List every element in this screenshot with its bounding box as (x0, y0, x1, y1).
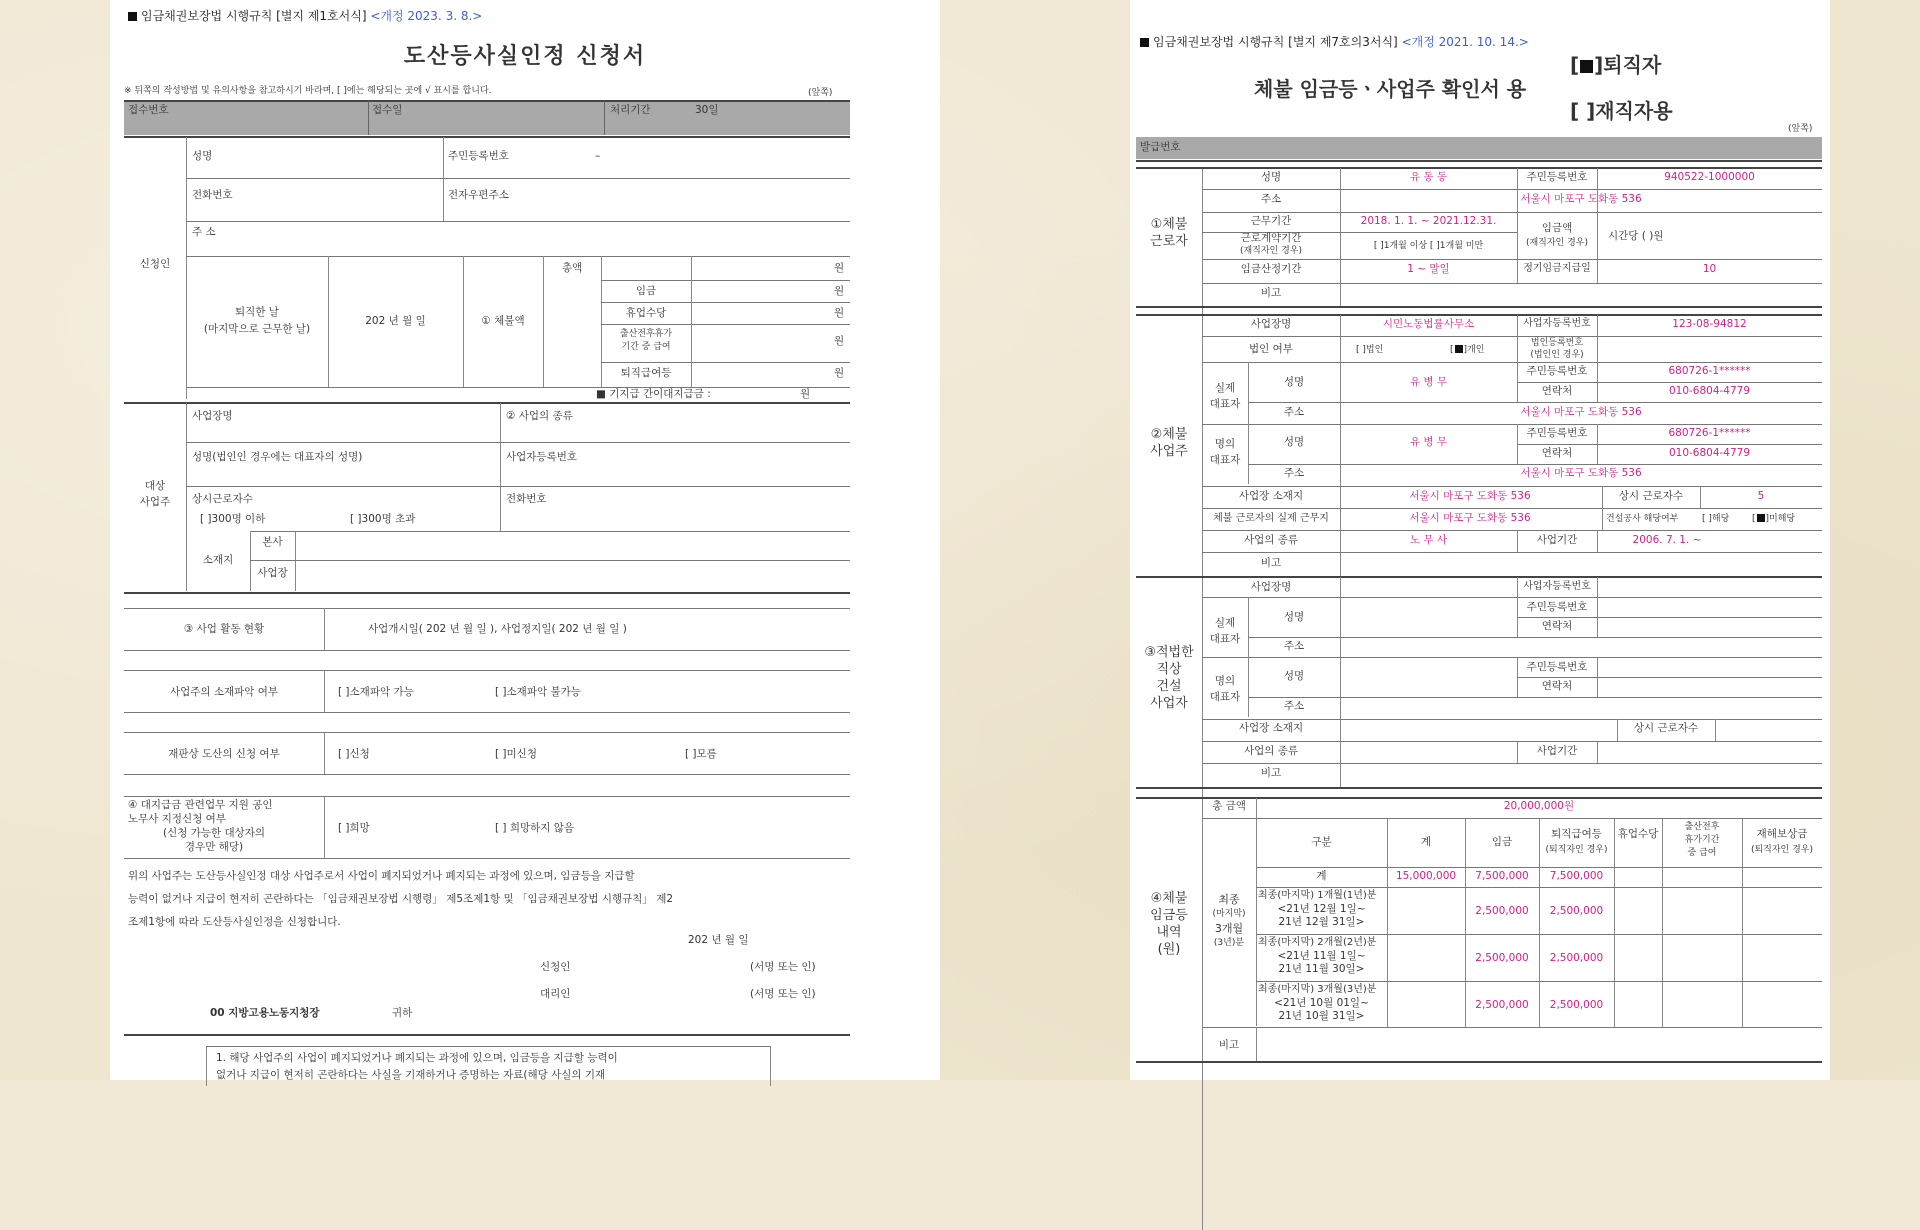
process-period-label: 처리기간 (610, 104, 651, 116)
month1-period-end: 21년 12월 31일> (1278, 916, 1365, 928)
last3-label-1: 최종 (1218, 893, 1240, 906)
unpaid-wage-label: 임금 (635, 285, 657, 297)
contract-period-sub: (재직자인 경우) (1239, 246, 1303, 256)
worker-address-label: 주소 (1260, 193, 1282, 205)
contractor-section-label: ③적법한 (1144, 645, 1194, 660)
month2-period-end: 21년 11월 30일> (1278, 963, 1365, 975)
wage-amount-sub: (재직자인 경우) (1525, 238, 1589, 248)
col-wage-header: 임금 (1491, 836, 1513, 848)
wage-calc-period-label: 임금산정기간 (1240, 263, 1302, 275)
employer-corpreg-sub: (법인인 경우) (1530, 350, 1584, 360)
unpaid-section-label-2: 임금등 (1150, 908, 1188, 923)
employer-corpreg-label: 법인등록번호 (1530, 338, 1584, 348)
contractor-nominal-rep-label: 명의 (1214, 675, 1236, 687)
employer-under300: [ ]300명 이하 (200, 513, 266, 525)
worker-rrn-label: 주민등록번호 (1526, 171, 1588, 183)
left-form-header: 임금채권보장법 시행규칙 [별지 제1호서식] <개정 2023. 3. 8.> (128, 10, 482, 24)
contractor-real-rep-address-label: 주소 (1283, 640, 1305, 652)
month2-wage: 2,500,000 (1475, 952, 1529, 964)
contractor-nominal-rep-name-label: 성명 (1283, 670, 1305, 682)
wage-amount-label: 임금액 (1541, 222, 1573, 234)
sum-row-label: 계 (1316, 870, 1327, 882)
employer-biz-name-label: 사업장명 (1250, 318, 1292, 330)
statement-line-3: 조제1항에 따라 도산등사실인정을 신청합니다. (128, 916, 341, 928)
unpaid-leave-won: 원 (834, 307, 845, 319)
unpaid-retire-won: 원 (834, 367, 845, 379)
receipt-date-label: 접수일 (372, 104, 403, 116)
construction-option-yes[interactable]: [ ]해당 (1702, 514, 1730, 524)
unpaid-retire-label: 퇴직급여등 (620, 367, 672, 379)
labor-attorney-label-4: 경우만 해당) (184, 841, 244, 853)
contractor-real-rep-name-label: 성명 (1283, 611, 1305, 623)
contractor-biz-period-label: 사업기간 (1536, 745, 1578, 757)
employer-nominal-rep-name-label: 성명 (1283, 436, 1305, 448)
employer-location: 서울시 마포구 도화동 536 (1409, 490, 1531, 502)
retire-date-sub: (마지막으로 근무한 날) (203, 323, 311, 335)
month3-label: 최종(마지막) 3개월(3년)분 (1258, 984, 1377, 995)
sign-date: 202 년 월 일 (688, 934, 749, 946)
employer-workers: 5 (1757, 490, 1765, 502)
contractor-nominal-rep-address-label: 주소 (1283, 700, 1305, 712)
work-period-label: 근무기간 (1250, 215, 1292, 227)
employer-bizreg-label: 사업자등록번호 (1523, 318, 1591, 329)
unpaid-section-label-3: 내역 (1156, 925, 1182, 940)
labor-attorney-label-1: ④ 대지급금 관련업무 지원 공인 (128, 799, 273, 811)
contractor-nominal-rep-label-2: 대표자 (1209, 691, 1241, 703)
advance-payment-label: ■ 기지급 간이대지급금 : (596, 388, 711, 400)
employer-site-label: 사업장 (257, 567, 288, 579)
employer-real-rep-rrn: 680726-1****** (1668, 365, 1751, 377)
statement-line-1: 위의 사업주는 도산등사실인정 대상 사업주로서 사업이 폐지되었거나 폐지되는 과정에 있으며, 임금등을 지급할 (128, 870, 635, 882)
process-period-value: 30일 (695, 104, 719, 116)
applicant-sign-placeholder: (서명 또는 인) (750, 961, 816, 973)
col-comp-sub: (퇴직자인 경우) (1750, 845, 1814, 855)
employer-nominal-rep-address-label: 주소 (1283, 467, 1305, 479)
applicant-rrn-label: 주민등록번호 (448, 150, 509, 162)
right-form-header: 임금채권보장법 시행규칙 [별지 제7호의3서식] <개정 2021. 10. 14.> (1140, 36, 1529, 50)
contact-label: 사업주의 소재파악 여부 (169, 686, 279, 698)
employer-note-label: 비고 (1260, 557, 1282, 569)
employer-real-rep-contact: 010-6804-4779 (1668, 385, 1751, 397)
applicant-name-label: 성명 (192, 150, 213, 162)
applicant-phone-label: 전화번호 (192, 189, 233, 201)
hourly-wage: 시간당 ( )원 (1608, 230, 1664, 242)
col-maternity-header-3: 중 급여 (1687, 848, 1717, 858)
employer-real-rep-name: 유 병 무 (1409, 376, 1448, 388)
left-form-title: 도산등사실인정 신청서 (403, 44, 647, 69)
employer-real-rep-name-label: 성명 (1283, 376, 1305, 388)
applicant-email-label: 전자우편주소 (448, 189, 509, 201)
construction-option-no[interactable]: [ ]미해당 (1752, 514, 1796, 524)
sum-row-wage: 7,500,000 (1475, 870, 1529, 882)
statement-line-2: 능력이 없거나 지급이 현저히 곤란하다는 「임금채권보장법 시행령」 제5조제1항 및 「임금채권보장법 시행규칙」 제2 (128, 893, 674, 905)
employer-phone-label: 전화번호 (506, 493, 547, 505)
receipt-no-label: 접수번호 (128, 104, 169, 116)
activity-label: ③ 사업 활동 현황 (183, 623, 265, 635)
unpaid-total-label: 총 금액 (1212, 800, 1246, 812)
employer-nominal-rep-label-2: 대표자 (1209, 454, 1241, 466)
employer-section-label: 대상 (144, 480, 166, 492)
left-form-note: ※ 뒤쪽의 작성방법 및 유의사항을 참고하시기 바라며, [ ]에는 해당되는 곳에 √ 표시를 합니다. (124, 86, 492, 96)
employer-real-rep-contact-label: 연락처 (1541, 385, 1573, 397)
last3-label-3: 3개월 (1214, 922, 1244, 935)
worker-name-label: 성명 (1260, 171, 1282, 183)
employer-real-rep-address-label: 주소 (1283, 406, 1305, 418)
labor-attorney-option-yes[interactable]: [ ]희망 (338, 822, 370, 834)
applicant-rrn-dash: – (595, 150, 601, 162)
right-page-side: (앞쪽) (1788, 124, 1813, 134)
month1-period-start: <21년 12월 1일~ (1277, 903, 1366, 915)
employer-bizreg: 123-08-94812 (1672, 318, 1747, 330)
employer-biz-type-label: 사업의 종류 (1243, 534, 1299, 546)
worker-rrn: 940522-1000000 (1664, 171, 1755, 183)
worker-section-label: ①체불 (1150, 217, 1188, 232)
month2-retire: 2,500,000 (1549, 952, 1604, 964)
employer-section-label-2: 사업주 (139, 496, 171, 508)
worker-note-label: 비고 (1260, 287, 1282, 299)
contractor-section-label-2: 직상 (1156, 662, 1182, 677)
employer-workers-label: 상시근로자수 (192, 493, 253, 505)
left-page-side: (앞쪽) (808, 88, 833, 98)
employer-section-label: ②체불 (1150, 427, 1188, 442)
month1-label: 최종(마지막) 1개월(1년)분 (1258, 890, 1377, 901)
employer-nominal-rep-contact-label: 연락처 (1541, 447, 1573, 459)
employer-biz-period-label: 사업기간 (1536, 534, 1578, 546)
contact-option-impossible[interactable]: [ ]소재파악 불가능 (495, 686, 581, 698)
labor-attorney-label-2: 노무사 지정신청 여부 (128, 813, 226, 825)
applicant-sign-label: 신청인 (540, 961, 571, 973)
sum-row-total: 15,000,000 (1395, 870, 1457, 882)
col-comp-header: 재해보상금 (1756, 828, 1808, 840)
employer-nominal-rep-label: 명의 (1214, 438, 1236, 450)
employer-nominal-rep-name: 유 병 무 (1409, 436, 1448, 448)
employer-workplace: 서울시 마포구 도화동 536 (1409, 512, 1531, 524)
bankruptcy-option-not-filed[interactable]: [ ]미신청 (495, 748, 537, 760)
employer-location-label: 소재지 (202, 554, 234, 566)
labor-attorney-label-3: (신청 가능한 대상자의 (162, 827, 266, 839)
contractor-biz-type-label: 사업의 종류 (1243, 745, 1299, 757)
retired-option[interactable]: [ ]퇴직자 (1570, 53, 1662, 77)
left-form-sheet (110, 0, 940, 1080)
col-leave-header: 휴업수당 (1617, 828, 1659, 840)
worker-address: 서울시 마포구 도화동 536 (1520, 193, 1642, 205)
contractor-section-label-3: 건설 (1156, 679, 1182, 694)
applicant-address-label: 주 소 (192, 226, 216, 238)
retire-date-value: 202 년 월 일 (365, 315, 426, 327)
month1-wage: 2,500,000 (1475, 905, 1529, 917)
construction-label: 건설공사 해당여부 (1606, 514, 1679, 524)
employer-hq-label: 본사 (262, 536, 283, 548)
worker-section-label-2: 근로자 (1150, 234, 1188, 249)
contractor-note-label: 비고 (1260, 767, 1282, 779)
col-sum-header: 계 (1420, 836, 1432, 848)
employer-individual-option[interactable]: [ ]개인 (1450, 345, 1485, 355)
contractor-real-rep-contact-label: 연락처 (1541, 620, 1573, 632)
unpaid-wage-won: 원 (834, 285, 845, 297)
current-employee-option[interactable]: [ ]재직자용 (1570, 99, 1673, 123)
employer-workers-label: 상시 근로자수 (1618, 490, 1684, 502)
wage-calc-period: 1 ~ 말일 (1407, 263, 1450, 275)
employer-nominal-rep-rrn: 680726-1****** (1668, 427, 1751, 439)
worker-name: 유 동 동 (1409, 171, 1448, 183)
unpaid-section-label: ④체불 (1150, 891, 1188, 906)
work-period: 2018. 1. 1. ~ 2021.12.31. (1360, 215, 1497, 227)
contractor-real-rep-label-2: 대표자 (1209, 633, 1241, 645)
col-type-header: 구분 (1311, 836, 1332, 848)
last3-label-4: (3년)분 (1213, 938, 1245, 948)
employer-over300: [ ]300명 초과 (350, 513, 416, 525)
employer-section-label-2: 사업주 (1150, 444, 1188, 459)
issue-no-bar (1136, 137, 1822, 159)
contractor-real-rep-rrn-label: 주민등록번호 (1526, 601, 1588, 613)
month3-period-end: 21년 10월 31일> (1278, 1010, 1365, 1022)
labor-office-name: 00 지방고용노동지청장 (210, 1007, 320, 1019)
month2-period-start: <21년 11월 1일~ (1277, 950, 1366, 962)
month2-label: 최종(마지막) 2개월(2년)분 (1258, 937, 1377, 948)
issue-no-label: 발급번호 (1140, 141, 1181, 153)
bankruptcy-label: 재판상 도산의 신청 여부 (168, 748, 280, 760)
col-maternity-header-2: 휴가기간 (1684, 835, 1720, 845)
contact-option-possible[interactable]: [ ]소재파악 가능 (338, 686, 414, 698)
employer-real-rep-label-2: 대표자 (1209, 398, 1241, 410)
unpaid-leave-label: 휴업수당 (625, 307, 667, 319)
agent-sign-placeholder: (서명 또는 인) (750, 988, 816, 1000)
employer-nominal-rep-address: 서울시 마포구 도화동 536 (1520, 467, 1642, 479)
contractor-location-label: 사업장 소재지 (1238, 722, 1304, 734)
employer-bizreg-label: 사업자등록번호 (506, 451, 578, 463)
employer-biz-name: 시민노동법률사무소 (1382, 318, 1475, 330)
employer-workplace-label: 체불 근로자의 실제 근무지 (1213, 513, 1329, 524)
applicant-section-label: 신청인 (139, 258, 171, 270)
employer-biz-period: 2006. 7. 1. ~ (1632, 534, 1702, 546)
contractor-nominal-rep-contact-label: 연락처 (1541, 680, 1573, 692)
honorific: 귀하 (392, 1007, 413, 1019)
unpaid-section-label-4: (원) (1157, 942, 1181, 957)
unpaid-total-label: 총액 (561, 262, 583, 274)
month1-retire: 2,500,000 (1549, 905, 1604, 917)
employer-nominal-rep-contact: 010-6804-4779 (1668, 447, 1751, 459)
payday-label: 정기임금지급일 (1523, 263, 1591, 274)
employer-owner-label: 성명(법인인 경우에는 대표자의 성명) (192, 451, 363, 463)
employer-biz-type-label: ② 사업의 종류 (506, 410, 573, 422)
retire-date-label: 퇴직한 날 (235, 306, 279, 318)
labor-attorney-option-no[interactable]: [ ] 희망하지 않음 (495, 822, 575, 834)
bankruptcy-option-filed[interactable]: [ ]신청 (338, 748, 370, 760)
employer-real-rep-address: 서울시 마포구 도화동 536 (1520, 406, 1642, 418)
contractor-section-label-4: 사업자 (1150, 696, 1188, 711)
employer-biz-name-label: 사업장명 (192, 410, 233, 422)
unpaid-total-won: 원 (834, 262, 845, 274)
col-retire-header: 퇴직급여등 (1551, 828, 1602, 840)
employer-nominal-rep-rrn-label: 주민등록번호 (1526, 427, 1588, 439)
unpaid-maternity-won: 원 (834, 335, 845, 347)
col-maternity-header: 출산전후 (1684, 822, 1720, 832)
employer-corp-label: 법인 여부 (1249, 343, 1293, 355)
right-form-title: 체불 임금등ㆍ사업주 확인서 용 (1254, 77, 1527, 101)
payday: 10 (1702, 263, 1717, 275)
unpaid-maternity-label: 출산전후휴가 (619, 329, 673, 339)
receipt-bar (124, 101, 850, 135)
footer-note-2: 없거나 지급이 현저히 곤란하다는 사실을 기재하거나 증명하는 자료(해당 사실의 기재 (216, 1069, 606, 1081)
month3-period-start: <21년 10월 01일~ (1274, 997, 1369, 1009)
unpaid-total-amount: 20,000,000원 (1503, 800, 1575, 812)
contractor-workers-label: 상시 근로자수 (1633, 722, 1699, 734)
bankruptcy-option-unknown[interactable]: [ ]모름 (685, 748, 717, 760)
contractor-bizreg-label: 사업자등록번호 (1523, 581, 1591, 592)
employer-real-rep-label: 실제 (1214, 382, 1236, 394)
employer-biz-type: 노 무 사 (1409, 534, 1448, 546)
contractor-biz-name-label: 사업장명 (1250, 581, 1292, 593)
col-retire-sub: (퇴직자인 경우) (1545, 845, 1608, 855)
activity-value: 사업개시일( 202 년 월 일 ), 사업정지일( 202 년 월 일 ) (368, 623, 627, 635)
advance-payment-won: 원 (800, 388, 811, 400)
employer-real-rep-rrn-label: 주민등록번호 (1526, 365, 1588, 377)
footer-note-1: 1. 해당 사업주의 사업이 폐지되었거나 폐지되는 과정에 있으며, 임금등을 지급할 능력이 (216, 1052, 618, 1064)
contractor-nominal-rep-rrn-label: 주민등록번호 (1526, 661, 1588, 673)
contract-period-options[interactable]: [ ]1개월 이상 [ ]1개월 미만 (1373, 241, 1484, 251)
sum-row-retire: 7,500,000 (1549, 870, 1604, 882)
month3-wage: 2,500,000 (1475, 999, 1529, 1011)
unpaid-maternity-label-2: 기간 중 급여 (621, 342, 671, 352)
unpaid-note-label: 비고 (1218, 1039, 1240, 1051)
agent-sign-label: 대리인 (540, 988, 571, 1000)
unpaid-amount-label: ① 체불액 (481, 315, 525, 327)
right-form-sheet (1130, 0, 1830, 1080)
employer-location-label: 사업장 소재지 (1238, 490, 1304, 502)
contract-period-label: 근로계약기간 (1240, 232, 1302, 244)
last3-label-2: (마지막) (1212, 909, 1246, 919)
month3-retire: 2,500,000 (1549, 999, 1604, 1011)
contractor-real-rep-label: 실제 (1214, 617, 1236, 629)
employer-corp-option[interactable]: [ ]법인 (1356, 345, 1384, 355)
